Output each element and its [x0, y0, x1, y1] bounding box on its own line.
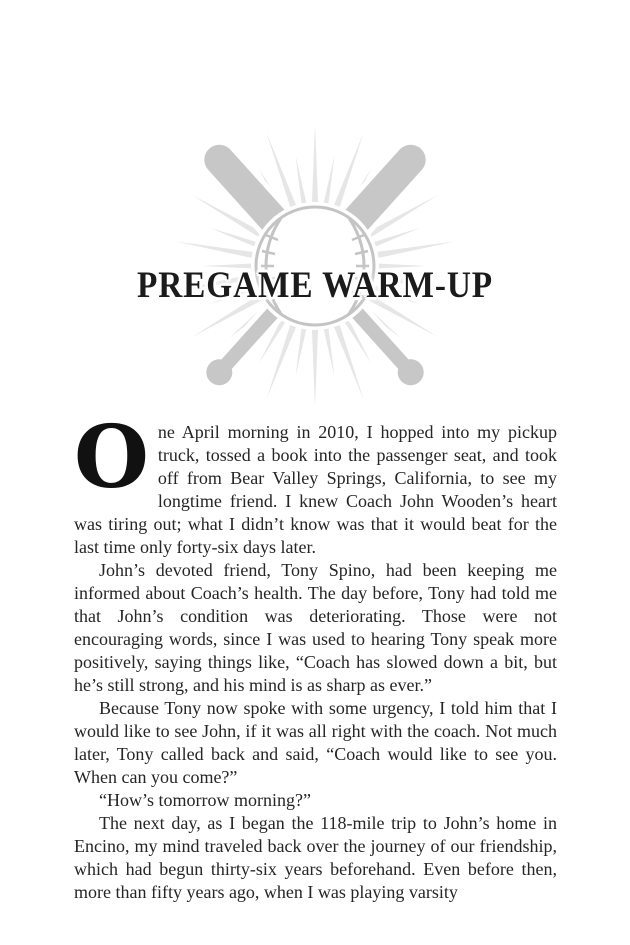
paragraph-opening [74, 407, 557, 559]
paragraph: The next day, as I began the 118-mile trip to John’s home in Encino, my mind traveled back over the journey of our friendship, which had begun thirty-six years beforehand. Even before then, more than fifty years ago, when I was playing varsity [74, 813, 557, 902]
drop-cap: O [74, 407, 149, 508]
chapter-body [74, 407, 557, 904]
paragraph-dialogue: “How’s tomorrow morning?” [99, 790, 311, 810]
paragraph: Because Tony now spoke with some urgency, I told him that I would like to see John, if it was all right with the coach. Not much later, Tony called back and said, “Coach would like to see you. When can you come?” [74, 698, 557, 787]
chapter-emblem [136, 118, 494, 428]
opening-text: ne April morning in 2010, I hopped into my pickup truck, tossed a book into the passenger seat, and took off from Bear Valley Springs, California, to see my longtime friend. I knew Coach John Wooden’s heart was tiring out; what I didn’t know was that it would beat for the last time only forty-six days later. [74, 422, 557, 557]
paragraph: John’s devoted friend, Tony Spino, had been keeping me informed about Coach’s health. The day before, Tony had told me that John’s condition was deteriorating. Those were not encouraging words, since I was used to hearing Tony speak more positively, saying things like, “Coach has slowed down a bit, but he’s still strong, and his mind is as sharp as ever.” [74, 560, 557, 695]
chapter-title: PREGAME WARM-UP [136, 265, 494, 306]
